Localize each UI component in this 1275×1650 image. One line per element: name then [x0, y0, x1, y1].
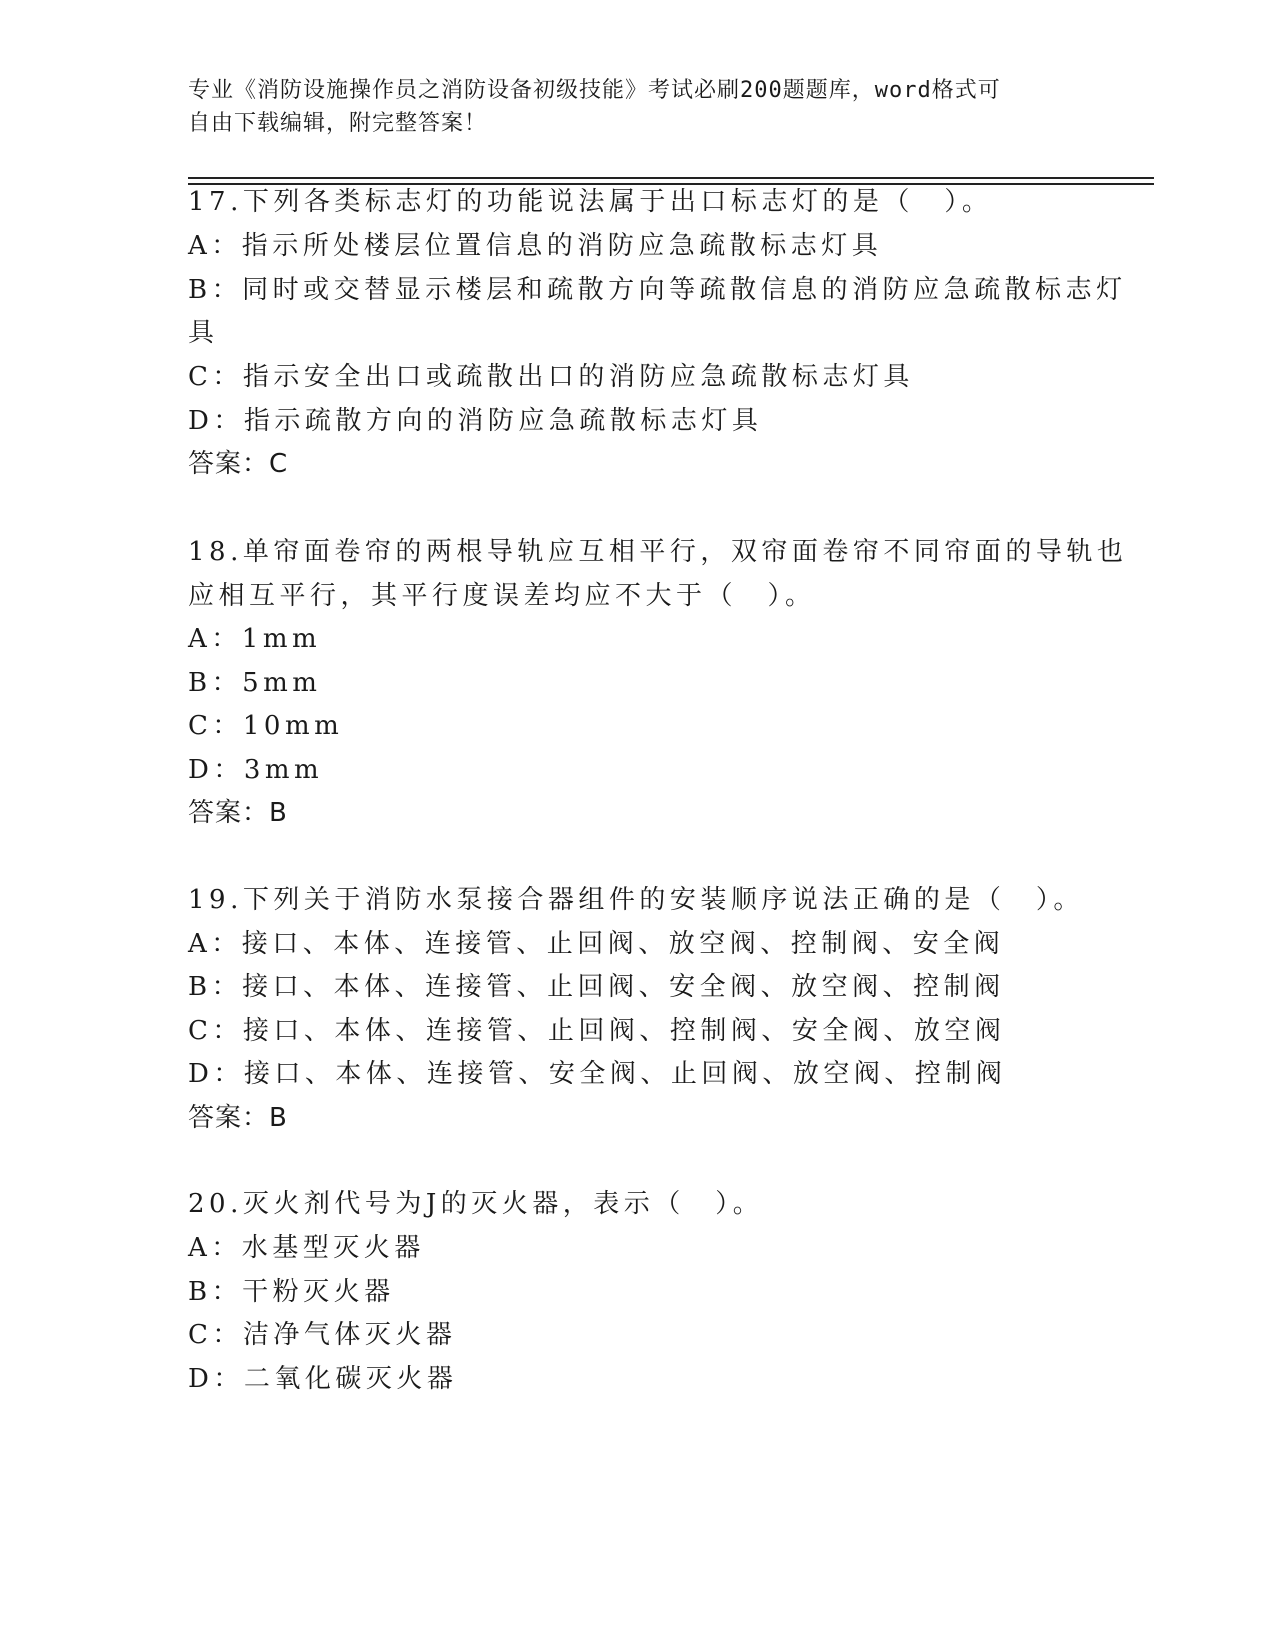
question-17-option-d: D：指示疏散方向的消防应急疏散标志灯具: [188, 406, 763, 436]
question-18-option-a: A：1mm: [188, 624, 322, 654]
question-19-option-a: A：接口、本体、连接管、止回阀、放空阀、控制阀、安全阀: [188, 929, 1005, 959]
question-18-option-b: B：5mm: [188, 668, 322, 698]
header-rule-top: [188, 177, 1154, 179]
question-20-stem: 20.灭火剂代号为J的灭火器，表示（ ）。: [188, 1189, 764, 1219]
question-19-option-b: B：接口、本体、连接管、止回阀、安全阀、放空阀、控制阀: [188, 972, 1005, 1002]
header-line-1: 专业《消防设施操作员之消防设备初级技能》考试必刷200题题库，word格式可: [188, 78, 1001, 103]
question-20-option-b: B：干粉灭火器: [188, 1277, 395, 1307]
question-19-option-d: D：接口、本体、连接管、安全阀、止回阀、放空阀、控制阀: [188, 1059, 1007, 1089]
question-18-answer: 答案：B: [188, 798, 288, 828]
question-18-option-c: C：10mm: [188, 711, 344, 741]
question-19-stem: 19.下列关于消防水泵接合器组件的安装顺序说法正确的是（ ）。: [188, 885, 1084, 915]
question-19-option-c: C：接口、本体、连接管、止回阀、控制阀、安全阀、放空阀: [188, 1016, 1006, 1046]
question-17-option-c: C：指示安全出口或疏散出口的消防应急疏散标志灯具: [188, 362, 914, 392]
header-line-2: 自由下载编辑，附完整答案！: [188, 111, 488, 136]
question-17-stem: 17.下列各类标志灯的功能说法属于出口标志灯的是（ ）。: [188, 187, 993, 217]
question-18-stem-line-2: 应相互平行，其平行度误差均应不大于（ ）。: [188, 581, 816, 611]
question-18-option-d: D：3mm: [188, 755, 324, 785]
question-20-option-a: A：水基型灭火器: [188, 1233, 425, 1263]
question-20-option-c: C：洁净气体灭火器: [188, 1320, 457, 1350]
question-18-stem-line-1: 18.单帘面卷帘的两根导轨应互相平行，双帘面卷帘不同帘面的导轨也: [188, 537, 1128, 567]
question-17-option-b: B：同时或交替显示楼层和疏散方向等疏散信息的消防应急疏散标志灯: [188, 275, 1127, 305]
question-17-answer: 答案：C: [188, 449, 289, 479]
question-20-option-d: D：二氧化碳灭火器: [188, 1364, 458, 1394]
question-19-answer: 答案：B: [188, 1103, 288, 1133]
question-17-option-b-wrap: 具: [188, 318, 219, 348]
document-header: [188, 74, 1068, 140]
question-17-option-a: A：指示所处楼层位置信息的消防应急疏散标志灯具: [188, 231, 883, 261]
